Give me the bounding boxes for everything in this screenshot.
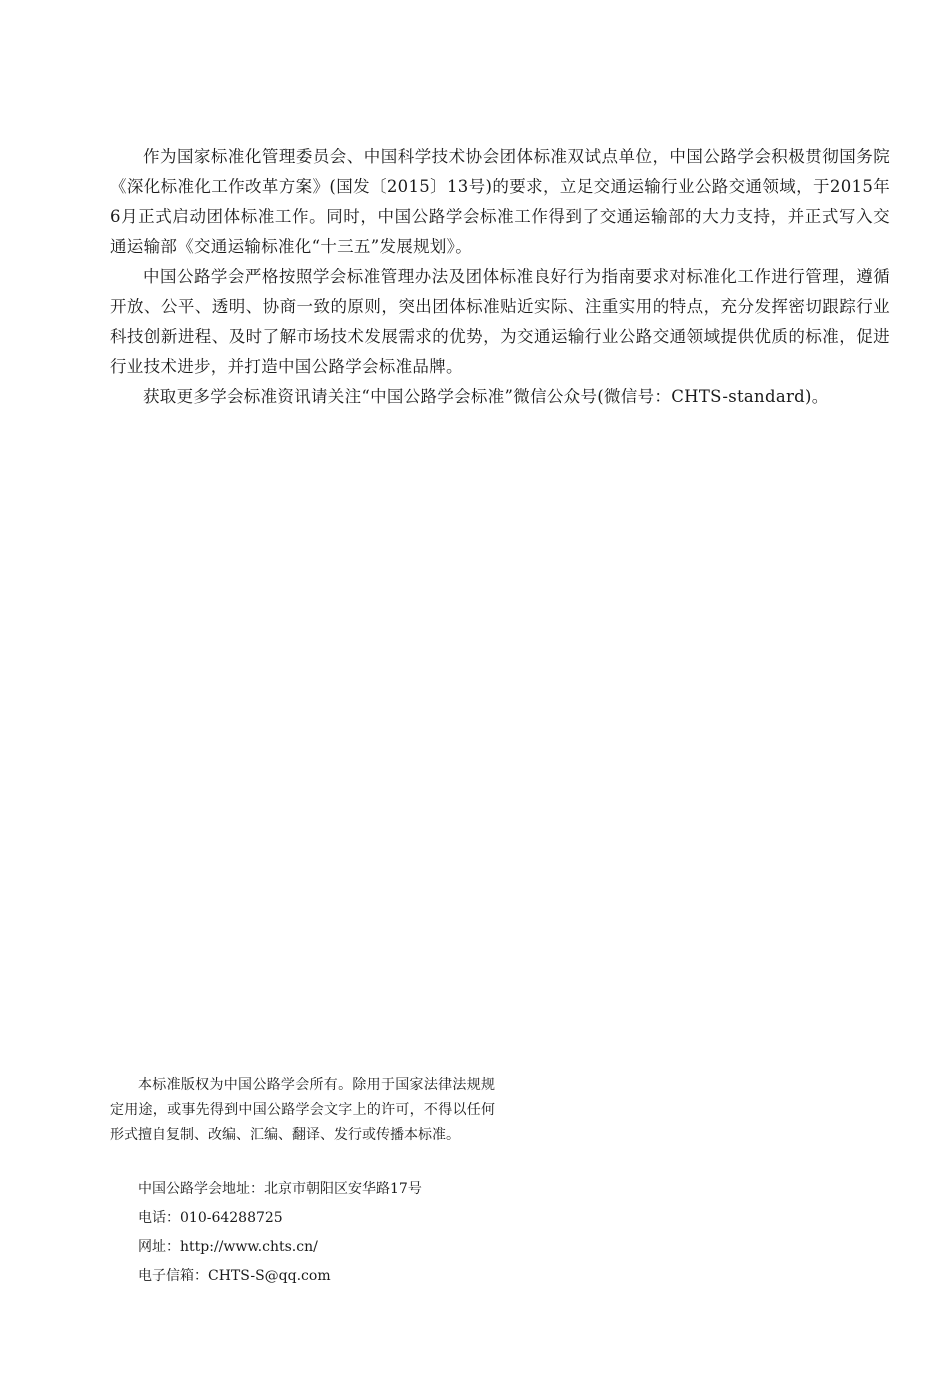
copyright-text: 本标准版权为中国公路学会所有。除用于国家法律法规规定用途，或事先得到中国公路学会文字上的许可，不得以任何形式擅自复制、改编、汇编、翻译、发行或传播本标准。 bbox=[110, 1077, 495, 1143]
copyright-notice bbox=[110, 1073, 495, 1148]
intro-paragraph-1: 作为国家标准化管理委员会、中国科学技术协会团体标准双试点单位，中国公路学会积极贯彻国务院《深化标准化工作改革方案》(国发〔2015〕13号)的要求，立足交通运输行业公路交通领域，于2015年6月正式启动团体标准工作。同时，中国公路学会标准工作得到了交通运输部的大力支持，并正式写入交通运输部《交通运输标准化“十三五”发展规划》。 bbox=[110, 147, 890, 256]
contact-address: 中国公路学会地址：北京市朝阳区安华路17号 bbox=[138, 1181, 422, 1197]
contact-info bbox=[138, 1175, 422, 1291]
intro-section bbox=[110, 142, 890, 412]
intro-paragraph-2: 中国公路学会严格按照学会标准管理办法及团体标准良好行为指南要求对标准化工作进行管理，遵循开放、公平、透明、协商一致的原则，突出团体标准贴近实际、注重实用的特点，充分发挥密切跟踪行业科技创新进程、及时了解市场技术发展需求的优势，为交通运输行业公路交通领域提供优质的标准，促进行业技术进步，并打造中国公路学会标准品牌。 bbox=[110, 267, 890, 376]
contact-email[interactable]: 电子信箱：CHTS-S@qq.com bbox=[138, 1268, 331, 1284]
intro-paragraph-3: 获取更多学会标准资讯请关注“中国公路学会标准”微信公众号(微信号：CHTS-standard)。 bbox=[143, 387, 829, 406]
contact-website[interactable]: 网址：http://www.chts.cn/ bbox=[138, 1239, 318, 1255]
contact-phone: 电话：010-64288725 bbox=[138, 1210, 283, 1226]
